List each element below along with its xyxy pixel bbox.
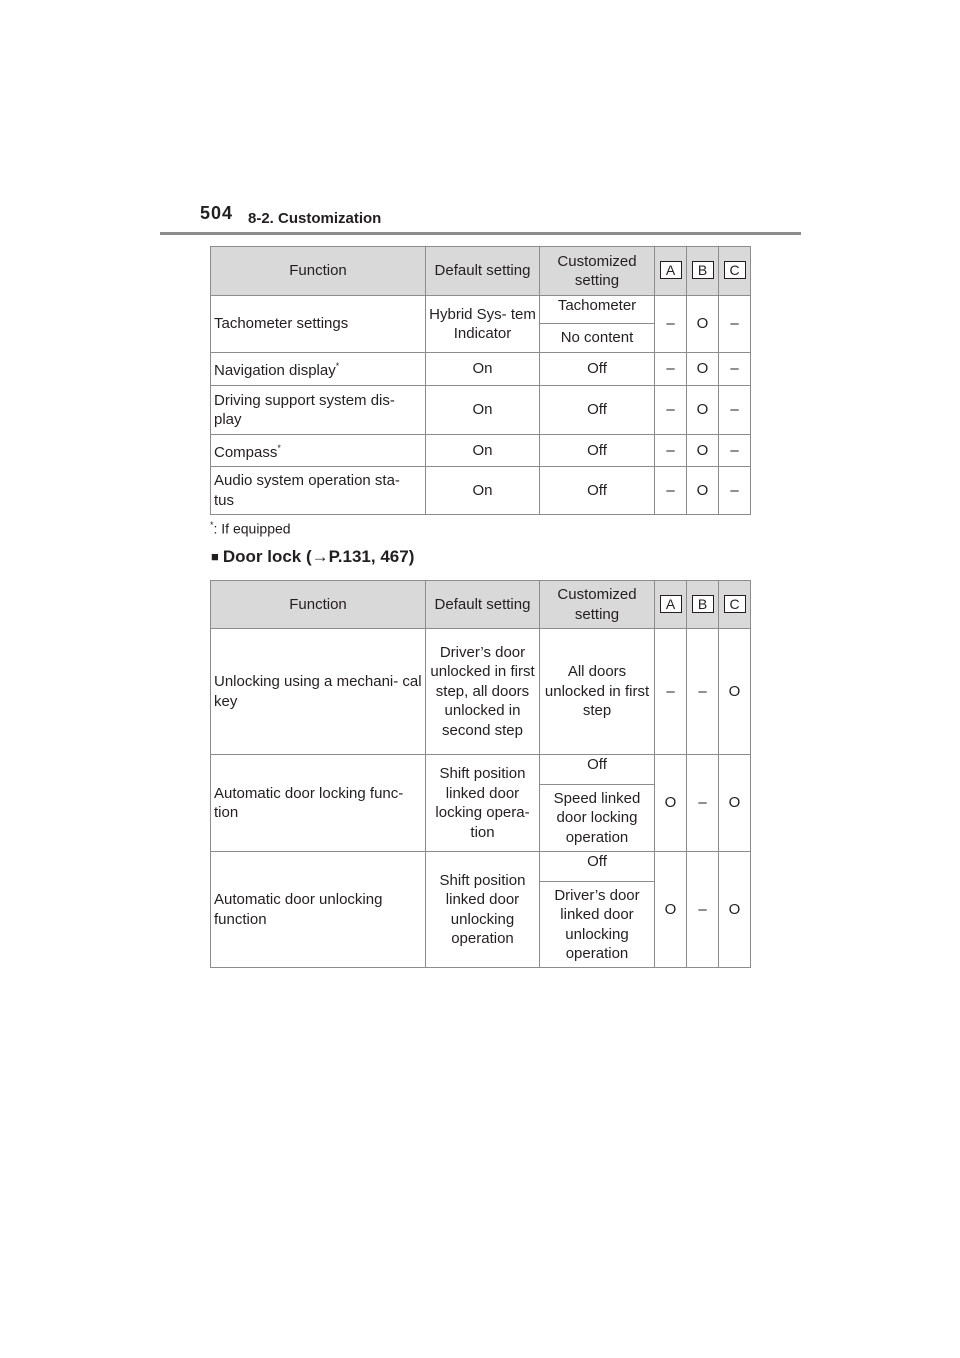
- table-row: [211, 296, 751, 324]
- header-rule: [160, 232, 801, 235]
- function-cell: Audio system operation sta- tus: [211, 467, 426, 515]
- table-header-row: [211, 247, 751, 296]
- footnote: [210, 520, 291, 537]
- b-cell: –: [687, 629, 719, 755]
- table-row: [211, 629, 751, 755]
- function-label: Navigation display: [214, 362, 336, 380]
- c-cell: O: [719, 629, 751, 755]
- default-cell: On: [426, 386, 540, 435]
- table-row: [211, 755, 751, 785]
- default-cell: Driver’s door unlocked in first step, all doors unlocked in second step: [426, 629, 540, 755]
- table-header-row: [211, 581, 751, 629]
- a-cell: –: [655, 386, 687, 435]
- door-lock-heading-text: Door lock (→P.131, 467): [222, 547, 415, 566]
- c-cell: –: [719, 467, 751, 515]
- function-cell: Tachometer settings: [211, 296, 426, 353]
- col-header-default: Default setting: [426, 581, 540, 629]
- a-cell: O: [655, 755, 687, 852]
- door-lock-heading: [211, 547, 414, 567]
- a-cell: –: [655, 353, 687, 386]
- custom-cell: Off: [540, 435, 655, 467]
- col-header-customized: Customized setting: [540, 581, 655, 629]
- default-cell: On: [426, 435, 540, 467]
- door-lock-table: [210, 580, 751, 968]
- col-c-box: C: [724, 261, 746, 279]
- custom-cell: Speed linked door locking operation: [540, 785, 655, 852]
- function-cell: Driving support system dis- play: [211, 386, 426, 435]
- table-row: [211, 467, 751, 515]
- custom-cell: Off: [540, 852, 655, 882]
- a-cell: O: [655, 852, 687, 968]
- function-cell: Automatic door locking func- tion: [211, 755, 426, 852]
- col-header-b: [687, 581, 719, 629]
- col-header-a: [655, 247, 687, 296]
- function-label: Compass: [214, 443, 278, 461]
- col-c-box: C: [724, 595, 746, 613]
- c-cell: –: [719, 435, 751, 467]
- custom-cell: Off: [540, 755, 655, 785]
- footnote-mark: *: [277, 442, 281, 453]
- default-cell: On: [426, 353, 540, 386]
- c-cell: –: [719, 296, 751, 353]
- default-cell: Hybrid Sys- tem Indicator: [426, 296, 540, 353]
- col-header-customized: Customized setting: [540, 247, 655, 296]
- c-cell: O: [719, 755, 751, 852]
- col-header-a: [655, 581, 687, 629]
- customization-table: [210, 246, 751, 515]
- custom-cell: Tachometer: [540, 296, 655, 324]
- c-cell: –: [719, 386, 751, 435]
- col-header-c: [719, 581, 751, 629]
- c-cell: –: [719, 353, 751, 386]
- custom-cell: Driver’s door linked door unlocking operation: [540, 882, 655, 968]
- section-title: 8-2. Customization: [248, 210, 382, 227]
- custom-cell: No content: [540, 324, 655, 353]
- a-cell: –: [655, 296, 687, 353]
- page-number: 504: [200, 203, 234, 223]
- custom-cell: Off: [540, 353, 655, 386]
- default-cell: Shift position linked door unlocking operation: [426, 852, 540, 968]
- table-row: [211, 386, 751, 435]
- default-cell: Shift position linked door locking opera- tion: [426, 755, 540, 852]
- table-row: [211, 435, 751, 467]
- a-cell: –: [655, 435, 687, 467]
- custom-cell: Off: [540, 467, 655, 515]
- b-cell: –: [687, 755, 719, 852]
- a-cell: –: [655, 629, 687, 755]
- table-row: [211, 852, 751, 882]
- function-cell: [211, 353, 426, 386]
- col-a-box: A: [660, 595, 682, 613]
- col-header-function: Function: [211, 581, 426, 629]
- col-header-b: [687, 247, 719, 296]
- col-a-box: A: [660, 261, 682, 279]
- function-cell: [211, 435, 426, 467]
- b-cell: O: [687, 435, 719, 467]
- footnote-mark: *: [335, 361, 340, 372]
- b-cell: O: [687, 353, 719, 386]
- b-cell: O: [687, 386, 719, 435]
- table-row: [211, 353, 751, 386]
- custom-cell: Off: [540, 386, 655, 435]
- default-cell: On: [426, 467, 540, 515]
- col-b-box: B: [692, 261, 714, 279]
- footnote-text: : If equipped: [213, 520, 291, 537]
- a-cell: –: [655, 467, 687, 515]
- col-header-default: Default setting: [426, 247, 540, 296]
- square-bullet-icon: ■: [211, 549, 219, 564]
- function-cell: Unlocking using a mechani- cal key: [211, 629, 426, 755]
- b-cell: O: [687, 467, 719, 515]
- footnote-mark: *: [210, 520, 214, 530]
- b-cell: –: [687, 852, 719, 968]
- col-b-box: B: [692, 595, 714, 613]
- b-cell: O: [687, 296, 719, 353]
- function-cell: Automatic door unlocking function: [211, 852, 426, 968]
- custom-cell: All doors unlocked in first step: [540, 629, 655, 755]
- col-header-function: Function: [211, 247, 426, 296]
- c-cell: O: [719, 852, 751, 968]
- col-header-c: [719, 247, 751, 296]
